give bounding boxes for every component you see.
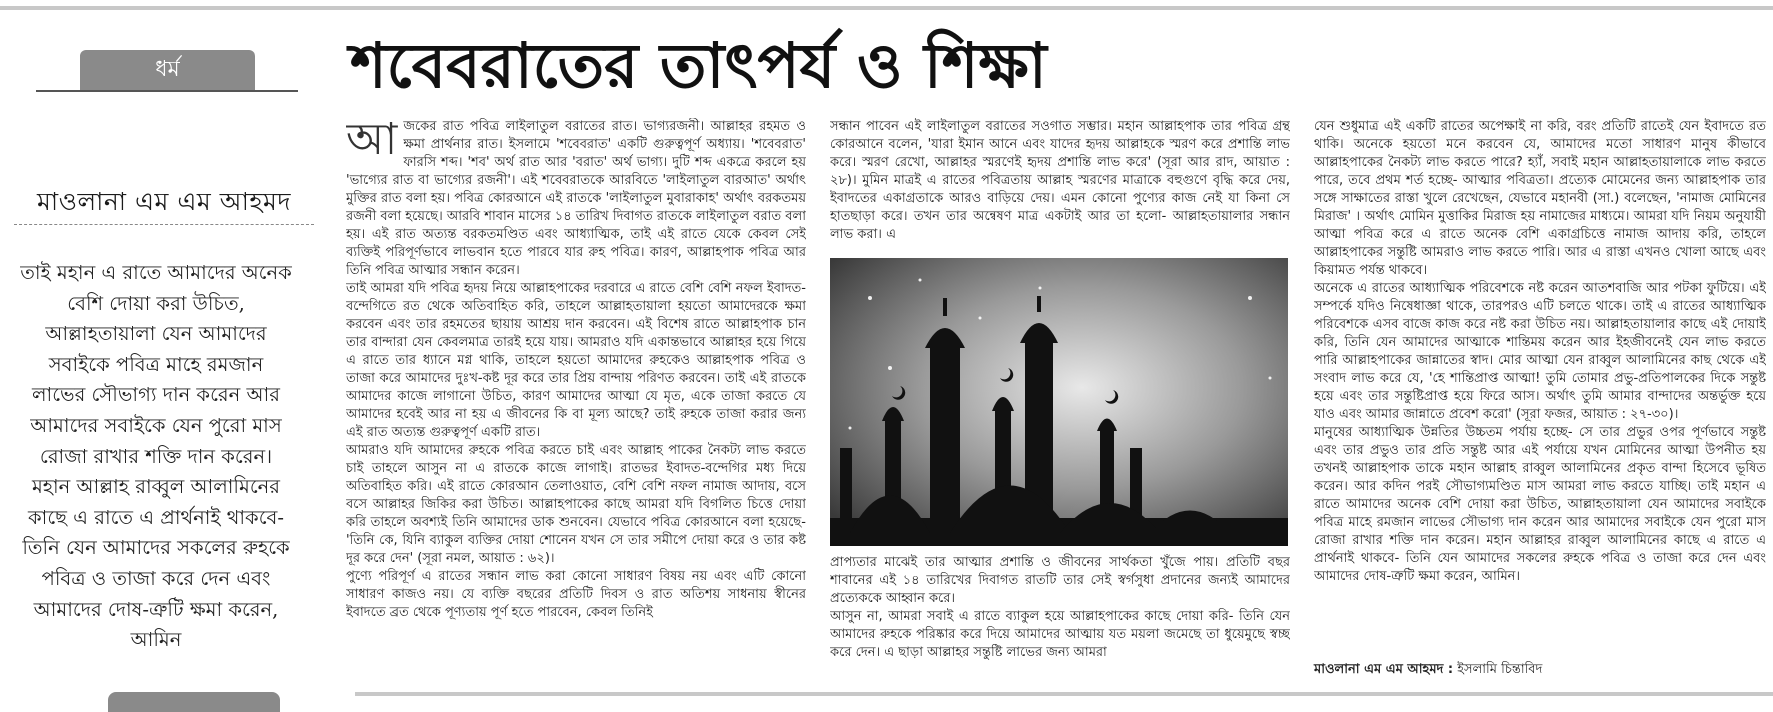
section-tab: ধর্ম [80,50,255,90]
article-paragraph [346,118,806,280]
column-2-top-text: সন্ধান পাবেন এই লাইলাতুল বরাতের সওগাত সম্ভার। মহান আল্লাহপাক তার পবিত্র গ্রন্থ কোরআনে বলেন, 'যারা ইমান আনে এবং যাদের হৃদয় আল্লাহকে স্মরণ করে প্রশান্তি লাভ করে। স্মরণ রেখো, আল্লাহর স্মরণেই হৃদয় প্রশান্তি লাভ করে' (সূরা আর রাদ, আয়াত : ২৮)। মুমিন মাত্রই এ রাতের পবিত্রতায় আল্লাহ স্মরণের মাত্রাকে বহুগুণে বৃদ্ধি করে দেয়, ইবাদতের একাগ্রতাকে আরও বাড়িয়ে দেয়। এমন কোনো পুণ্যের কাজ নেই যা কিনা সে হাতছাড়া করে। তখন তার অন্বেষণ মাত্র একটাই আর তা হলো- আল্লাহতায়ালার সন্ধান লাভ করা। এ [830,119,1290,242]
bottom-rule [355,692,1773,696]
author-divider [14,224,314,225]
pull-quote: তাই মহান এ রাতে আমাদের অনেক বেশি দোয়া করা উচিত, আল্লাহতায়ালা যেন আমাদের সবাইকে পবিত্র মাহে রমজান লাভের সৌভাগ্য দান করেন আর আমাদের সবাইকে যেন পুরো মাস রোজা রাখার শক্তি দান করেন। মহান আল্লাহ রাব্বুল আলামিনের কাছে এ রাতে এ প্রার্থনাই থাকবে- তিনি যেন আমাদের সকলের রুহকে পবিত্র ও তাজা করে দেন এবং আমাদের দোষ-ত্রুটি ক্ষমা করেন, আমিন [20,261,292,652]
section-tab-underline [36,90,298,92]
author-name: মাওলানা এম এম আহমদ [36,187,292,216]
byline [1314,660,1766,681]
article-paragraph: আমরাও যদি আমাদের রুহকে পবিত্র করতে চাই এবং আল্লাহ পাকের নৈকট্য লাভ করতে চাই তাহলে আসুন না এ রাতকে কাজে লাগাই। রাতভর ইবাদত-বন্দেগির মধ্য দিয়ে অতিবাহিত করি। এই রাতে কোরআন তেলাওয়াত, বেশি বেশি নফল নামাজ আদায়, বসে বসে আল্লাহর জিকির করা উচিত। আল্লাহপাকের কাছে আমরা যদি বিগলিত চিত্তে দোয়া করি তাহলে অবশ্যই তিনি আমাদের ডাক শুনবেন। যেভাবে পবিত্র কোরআনে বলা হয়েছে- 'তিনি কে, যিনি ব্যাকুল ব্যক্তির দোয়া শোনেন যখন সে তার সমীপে দোয়া করে ও তার কষ্ট দূর করে দেন' (সূরা নমল, আয়াত : ৬২)। [346,443,806,566]
article-paragraph: পুণ্যে পরিপূর্ণ এ রাতের সন্ধান লাভ করা কোনো সাধারণ বিষয় নয় এবং এটি কোনো সাধারণ কাজও নয়। যে ব্যক্তি বছরের প্রতিটি দিবস ও রাত অতিশয় সাধনায় স্বীনের ইবাদতে ব্রত থেকে পূণ্যতায় পূর্ণ হতে পারবেন, কেবল তিনিই [346,569,806,620]
headline: শবেবরাতের তাৎপর্য ও শিক্ষা [350,29,1047,102]
article-paragraph: তাই আমরা যদি পবিত্র হৃদয় নিয়ে আল্লাহপাকের দরবারে এ রাতে বেশি বেশি নফল ইবাদত-বন্দেগিতে রত থেকে অতিবাহিত করি, তাহলে আল্লাহতায়ালা হয়তো আমাদেরকে ক্ষমা করবেন এবং তার রহমতের ছায়ায় আশ্রয় দান করবেন। এই বিশেষ রাতে আল্লাহপাক চান তার বান্দারা যেন কেবলমাত্র তারই হয়ে যায়। আমরাও যদি একান্তভাবে আল্লাহর হয়ে গিয়ে এ রাতে তার ধ্যানে মগ্ন থাকি, তাহলে হয়তো আমাদের রুহকেও আল্লাহপাক পবিত্র ও তাজা করে আমাদের দুঃখ-কষ্ট দূর করে তার প্রিয় বান্দায় পরিণত করবেন। তাই এই রাতকে আমাদের কাজে লাগানো উচিত, কারণ আমাদের আত্মা যে মৃত, একে তাজা করতে যে আমাদের হবেই আর না হয় এ জীবনের কি বা মূল্য আছে? তাই রুহকে তাজা করার জন্য এই রাত অত্যন্ত গুরুত্বপূর্ণ একটি রাত। [346,281,806,440]
byline-author: মাওলানা এম এম আহমদ : [1314,662,1454,677]
mosque-crescent-night-image [830,258,1288,546]
article-paragraph: আসুন না, আমরা সবাই এ রাতে ব্যাকুল হয়ে আল্লাহপাকের কাছে দোয়া করি- তিনি যেন আমাদের রুহকে পরিষ্কার করে দিয়ে আমাদের আত্মায় যত ময়লা জমেছে তা ধুয়েমুছে স্বচ্ছ করে দেন। এ ছাড়া আল্লাহর সন্তুষ্টি লাভের জন্য আমরা [830,609,1290,660]
next-section-tab [108,692,280,712]
article-column-3 [1314,118,1766,683]
article-column-1 [346,118,806,683]
article-paragraph: মানুষের আধ্যাত্মিক উন্নতির উচ্চতম পর্যায় হচ্ছে- সে তার প্রভুর ওপর পূর্ণভাবে সন্তুষ্ট এবং তার প্রভুও তার প্রতি সন্তুষ্ট আর এই পর্যায়ে যখন মোমিনের আত্মা উপনীত হয় তখনই আল্লাহপাক তাকে মহান আল্লাহ রাব্বুল আলামিনের প্রকৃত বান্দা হিসেবে ভূষিত করেন। আর কদিন পরই সৌভাগ্যমণ্ডিত মাস আমরা লাভ করতে যাচ্ছি। তাই মহান এ রাতে আমাদের অনেক বেশি দোয়া করা উচিত, আল্লাহতায়ালা যেন আমাদের সবাইকে পবিত্র মাহে রমজান লাভের সৌভাগ্য দান করেন আর আমাদের সবাইকে যেন পুরো মাস রোজা রাখার শক্তি দান করেন। মহান আল্লাহর রাব্বুল আলামিনের কাছে এ রাতে এ প্রার্থনাই থাকবে- তিনি যেন আমাদের সকলের রুহকে পবিত্র ও তাজা করে দেন এবং আমাদের দোষ-ত্রুটি ক্ষমা করেন, আমিন। [1314,425,1766,584]
paragraph-text: জকের রাত পবিত্র লাইলাতুল বরাতের রাত। ভাগ্যরজনী। আল্লাহর রহমত ও ক্ষমা প্রার্থনার রাত। ইসলামে 'শবেবরাত' একটি গুরুত্বপূর্ণ অধ্যায়। 'শবেবরাত' ফারসি শব্দ। 'শব' অর্থ রাত আর 'বরাত' অর্থ ভাগ্য। দুটি শব্দ একত্রে করলে হয় 'ভাগ্যের রাত বা ভাগ্যের রজনী'। এই শবেবরাতকে আরবিতে 'লাইলাতুল বারআত' অর্থাৎ মুক্তির রাত বলা হয়। পবিত্র কোরআনে এই রাতকে 'লাইলাতুল মুবারাকাহ' অর্থাৎ বরকতময় রজনী বলা হয়েছে। আরবি শাবান মাসের ১৪ তারিখ দিবাগত রাতকে লাইলাতুল বরাত বলা হয়। এই রাত অত্যন্ত বরকতমণ্ডিত এবং আধ্যাত্মিক, তাই এই রাতে যেকে কেবল সেই ব্যক্তিই পরিপূর্ণভাবে লাভবান হতে পারবে যার রুহ পবিত্র। কারণ, আল্লাহপাক পবিত্র আর তিনি পবিত্র আত্মার সন্ধান করেন। [346,119,806,278]
column-2-bottom-text [830,554,1290,662]
byline-role: ইসলামি চিন্তাবিদ [1457,662,1543,677]
sidebar [0,0,310,704]
drop-cap: আ [346,118,398,165]
article-paragraph: প্রাপ্যতার মাঝেই তার আত্মার প্রশান্তি ও জীবনের সার্থকতা খুঁজে পায়। প্রতিটি বছর শাবানের এই ১৪ তারিখের দিবাগত রাতটি তার সেই স্বর্গসুধা প্রদানের জন্যই আমাদের প্রত্যেককে আহ্বান করে। [830,555,1290,606]
mosque-silhouette-illustration [830,258,1288,546]
article-paragraph: যেন শুধুমাত্র এই একটি রাতের অপেক্ষাই না করি, বরং প্রতিটি রাতেই যেন ইবাদতে রত থাকি। অনেকে হয়তো মনে করবেন যে, আমাদের মতো সাধারণ মানুষ কীভাবে আল্লাহপাকের নৈকট্য লাভ করতে পারে? হ্যাঁ, সবাই মহান আল্লাহতায়ালাকে লাভ করতে পারে, তবে প্রথম শর্ত হচ্ছে- আত্মার পবিত্রতা। প্রত্যেক মোমেনের জন্য আল্লাহপাক তার সঙ্গে সাক্ষাতের রাস্তা খুলে রেখেছেন, যেভাবে মহানবী (সা.) বলেছেন, 'নামাজ মোমিনের মিরাজ' । অর্থাৎ মোমিন মুত্তাকির মিরাজ হয় নামাজের মাধ্যমে। আমরা যদি নিয়ম অনুযায়ী আত্মা পবিত্র করে এ রাতে অনেক বেশি একাগ্রচিত্তে নামাজ আদায় করি, তাহলে আল্লাহপাকের সন্তুষ্টি আমরাও লাভ করতে পারি। আর এ রাস্তা এখনও খোলা আছে এবং কিয়ামত পর্যন্ত থাকবে। [1314,119,1766,278]
article-paragraph: অনেকে এ রাতের আধ্যাত্মিক পরিবেশকে নষ্ট করেন আতশবাজি আর পটকা ফুটিয়ে। এই সম্পর্কে যদিও নিষেধাজ্ঞা থাকে, তারপরও এটি চলতে থাকে। তাই এ রাতের আধ্যাত্মিক পরিবেশকে এসব বাজে কাজ করে নষ্ট করা উচিত নয়। আল্লাহতায়ালার কাছে এই দোয়াই করি, তিনি যেন আমাদের আত্মাকে শান্তিময় করেন আর ইহজীবনেই যেন লাভ করতে পারি আল্লাহপাকের জান্নাতের স্বাদ। মোর আত্মা যেন রাব্বুল আলামিনের কাছ থেকে এই সংবাদ লাভ করে যে, 'হে শান্তিপ্রাপ্ত আত্মা! তুমি তোমার প্রভু-প্রতিপালকের দিকে সন্তুষ্ট হয়ে এবং তার সন্তুষ্টিপ্রাপ্ত হয়ে ফিরে আস। অর্থাৎ তুমি আমার বান্দাদের অন্তর্ভুক্ত হয়ে যাও এবং আমার জান্নাতে প্রবেশ করো' (সূরা ফজর, আয়াত : ২৭-৩০)। [1314,281,1766,422]
